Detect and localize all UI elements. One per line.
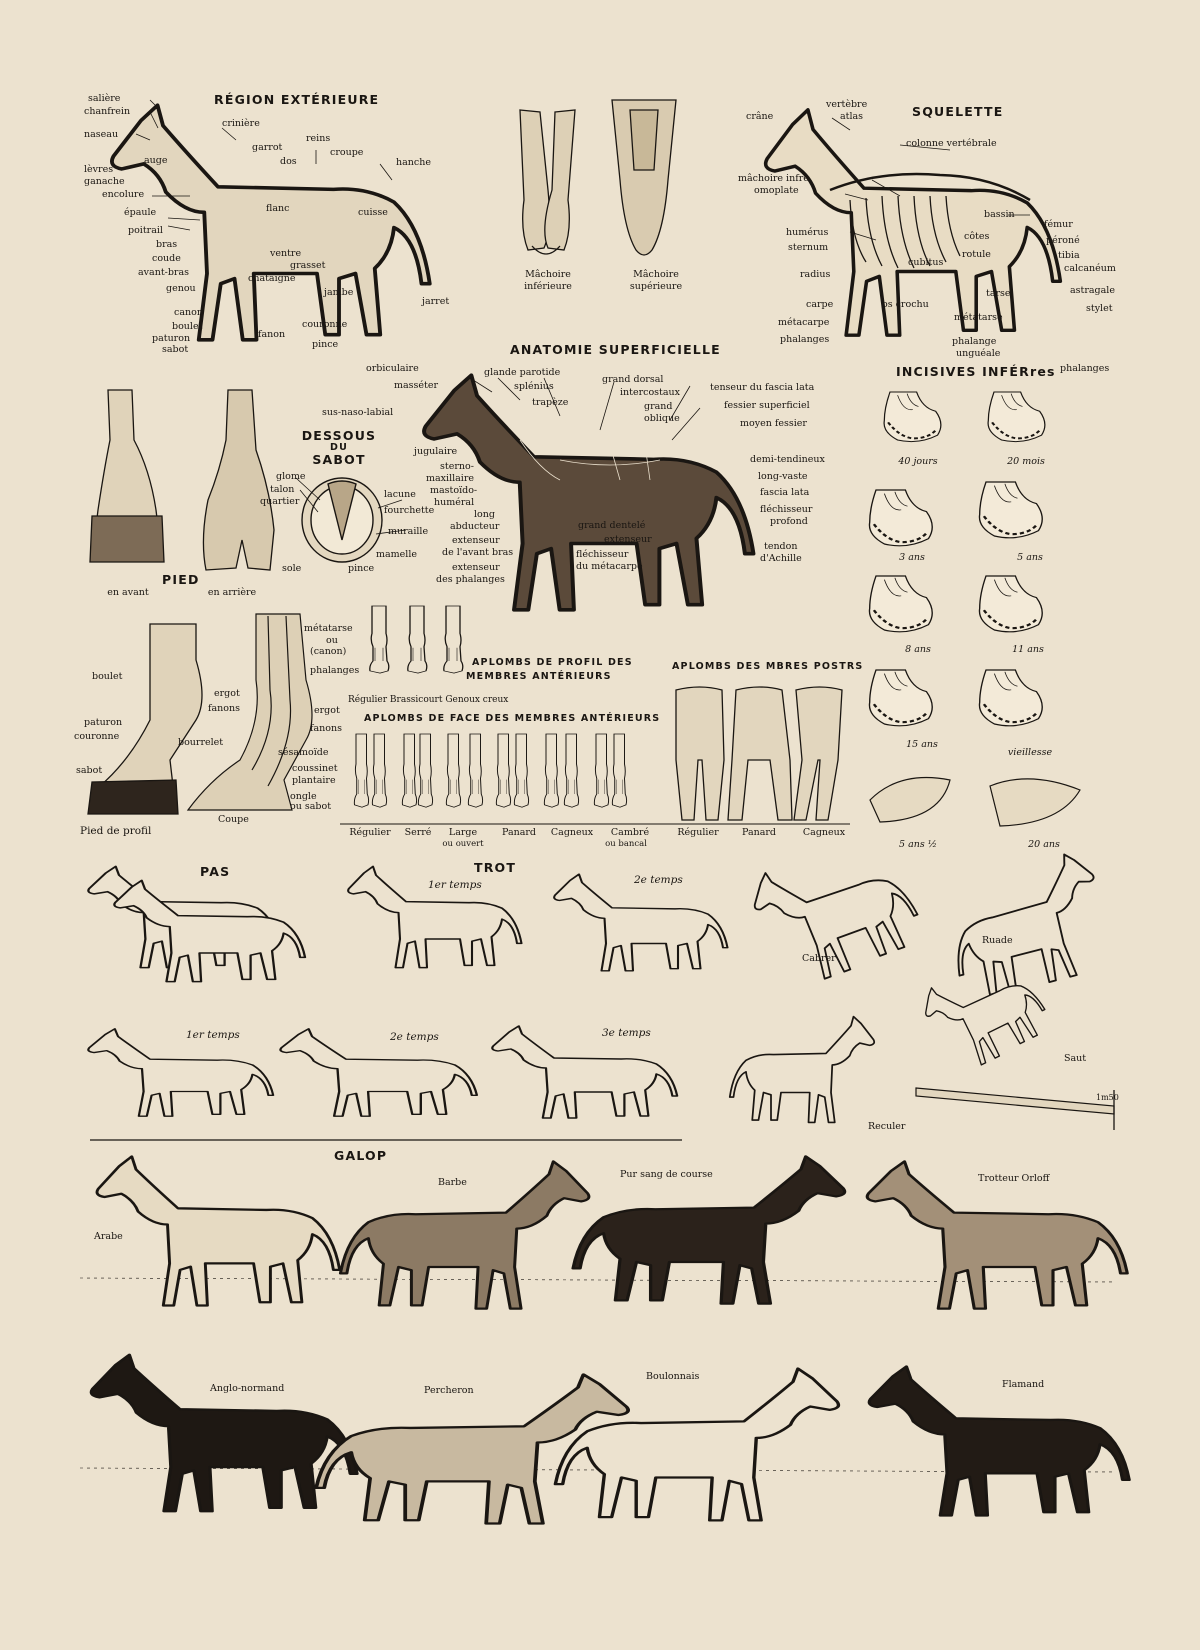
lower-jaw-illustration — [520, 110, 575, 254]
label-sterno: sterno- — [440, 461, 474, 472]
label-dachille: d'Achille — [760, 553, 802, 564]
label-astragale: astragale — [1070, 285, 1115, 296]
aplombs-posterieurs-legs — [676, 687, 842, 820]
label-ongle: ongle — [290, 791, 317, 802]
label-en-arriere: en arrière — [207, 587, 257, 598]
label-extenseur-3: extenseur — [604, 534, 652, 545]
label-couronne: couronne — [302, 319, 348, 330]
label-incisive-15-ans: 15 ans — [906, 739, 938, 750]
label-tarse: tarse — [986, 288, 1011, 299]
label-machoire-sup-1: Mâchoire — [633, 269, 679, 280]
label-machoire-inf-2: inférieure — [524, 281, 572, 292]
label-pince-sabot: pince — [348, 563, 375, 574]
label-breed-percheron: Percheron — [424, 1385, 474, 1396]
label-cuisse: cuisse — [358, 207, 388, 218]
aplombs-profil-leg-1 — [370, 606, 389, 673]
label-criniere: crinière — [222, 118, 260, 129]
aplombs-face-legs — [354, 734, 626, 807]
hoof-underside-illustration — [302, 478, 382, 562]
label-flechisseur-1: fléchisseur — [760, 504, 813, 515]
label-post-regulier: Régulier — [677, 827, 719, 838]
label-paturon-pp: paturon — [84, 717, 123, 728]
label-masseter: masséter — [394, 380, 439, 391]
label-machoire-inf-1: Mâchoire — [525, 269, 571, 280]
label-orbiculaire: orbiculaire — [366, 363, 419, 374]
label-trot-2e-temps: 2e temps — [634, 874, 683, 886]
label-metacarpe: métacarpe — [778, 317, 830, 328]
label-machoire-infre: mâchoire infre — [738, 173, 809, 184]
label-boulet: boulet — [172, 321, 203, 332]
label-quartier: quartier — [260, 496, 300, 507]
label-breed-arabe: Arabe — [94, 1231, 123, 1242]
label-trot-1er-temps: 1er temps — [428, 879, 482, 891]
label-profond: profond — [770, 516, 808, 527]
foot-back-illustration — [203, 390, 274, 570]
label-ganache: ganache — [84, 176, 125, 187]
arabe-horse — [97, 1156, 340, 1305]
region-exterieure-horse — [112, 105, 430, 340]
label-breed-flamand: Flamand — [1002, 1379, 1045, 1390]
label-incisive-vieillesse: vieillesse — [1007, 747, 1053, 758]
label-bourrelet: bourrelet — [178, 737, 224, 748]
trot-horse-2 — [554, 874, 727, 971]
label-long: long — [474, 509, 495, 520]
label-dos: dos — [280, 156, 297, 167]
label-canon: canon — [174, 307, 203, 318]
label-femur: fémur — [1044, 219, 1073, 230]
label-en-avant: en avant — [107, 587, 149, 598]
label-reins: reins — [306, 133, 331, 144]
title-aplombs-post: APLOMBS DES MBRES POSTRS — [672, 661, 864, 672]
label-omoplate: omoplate — [754, 185, 799, 196]
label-demi-tendineux: demi-tendineux — [750, 454, 825, 465]
label-avant-bras: avant-bras — [138, 267, 190, 278]
label-incisive-40-jours: 40 jours — [898, 456, 938, 467]
label-naseau: naseau — [84, 129, 119, 140]
label-du-metacarpe: du métacarpe — [576, 561, 643, 572]
label-abducteur: abducteur — [450, 521, 500, 532]
label-aplombs-profil-caption: Régulier Brassicourt Genoux creux — [348, 695, 509, 705]
title-trot: TROT — [474, 860, 517, 875]
label-de-lavant-bras: de l'avant bras — [442, 547, 514, 558]
cabrer-horse — [745, 829, 927, 993]
label-extenseur-1: extenseur — [452, 535, 500, 546]
label-face-serre: Serré — [404, 827, 432, 838]
label-atlas: atlas — [840, 111, 864, 122]
label-radius: radius — [800, 269, 831, 280]
label-trapeze: trapèze — [532, 397, 569, 408]
label-fanons-c: fanons — [310, 723, 343, 734]
title-pied: PIED — [162, 572, 200, 587]
aplombs-profil-leg-2 — [408, 606, 427, 673]
upper-jaw-illustration — [612, 100, 676, 255]
label-mamelle: mamelle — [376, 549, 418, 560]
label-galop-2e-temps: 2e temps — [390, 1031, 439, 1043]
label-jambe: jambe — [324, 287, 354, 298]
label-face-panard: Panard — [501, 827, 537, 838]
label-cabrer: Cabrer — [802, 953, 836, 964]
galop-horse-1 — [88, 1029, 273, 1116]
label-pied-de-profil: Pied de profil — [80, 825, 152, 837]
label-sabot: sabot — [162, 344, 189, 355]
label-tenseur-fascia: tenseur du fascia lata — [710, 382, 815, 393]
label-oblique: oblique — [644, 413, 680, 424]
label-phalanges-c: phalanges — [310, 665, 360, 676]
label-bras: bras — [156, 239, 178, 250]
label-machoire-sup-2: supérieure — [629, 281, 683, 292]
title-squelette: SQUELETTE — [912, 104, 1004, 119]
label-fanons-pp: fanons — [208, 703, 241, 714]
label-boulet-pp: boulet — [92, 671, 123, 682]
label-ou-c: ou — [326, 635, 338, 646]
label-flechisseur-2: fléchisseur — [576, 549, 629, 560]
label-breed-trotteur-orloff: Trotteur Orloff — [978, 1173, 1050, 1184]
title-galop: GALOP — [334, 1148, 388, 1163]
label-metatarse: métatarse — [954, 312, 1003, 323]
label-coupe: Coupe — [218, 814, 249, 825]
label-garrot: garrot — [252, 142, 283, 153]
label-coussinet: coussinet — [292, 763, 338, 774]
label-fascia-lata: fascia lata — [760, 487, 810, 498]
label-face-cambre: Cambré — [610, 827, 650, 838]
label-splenius: splénius — [514, 381, 554, 392]
label-colonne: colonne vertébrale — [906, 138, 997, 149]
label-long-vaste: long-vaste — [758, 471, 808, 482]
label-face-cagneux: Cagneux — [550, 827, 594, 838]
label-sesamoide: sésamoïde — [278, 747, 329, 758]
label-hauteur: 1m50 — [1096, 1093, 1119, 1102]
label-ventre: ventre — [270, 248, 302, 259]
label-breed-boulonnais: Boulonnais — [646, 1371, 700, 1382]
label-grasset: grasset — [290, 260, 326, 271]
label-ergot-pp: ergot — [214, 688, 240, 699]
label-reculer: Reculer — [868, 1121, 906, 1132]
title-aplombs-profil-2: MEMBRES ANTÉRIEURS — [466, 671, 612, 682]
label-moyen-fessier: moyen fessier — [740, 418, 807, 429]
label-cotes: côtes — [964, 231, 990, 242]
label-humeral: huméral — [434, 497, 475, 508]
label-face-large: Large — [448, 827, 478, 838]
label-phalanges-sq: phalanges — [780, 334, 830, 345]
label-phalanges-sq-2: phalanges — [1060, 363, 1110, 374]
pas-horses — [88, 866, 305, 981]
label-fanon: fanon — [258, 329, 286, 340]
label-crane: crâne — [746, 111, 774, 122]
label-glande-parotide: glande parotide — [484, 367, 561, 378]
label-ruade: Ruade — [982, 935, 1013, 946]
label-canon-c: (canon) — [310, 646, 347, 657]
label-phalange: phalange — [952, 336, 997, 347]
label-incisive-20-mois: 20 mois — [1007, 456, 1045, 467]
galop-horse-2 — [280, 1029, 476, 1116]
label-ungueale: unguéale — [956, 348, 1001, 359]
title-dessous-sabot-2: DU — [330, 442, 348, 453]
label-stylet: stylet — [1086, 303, 1113, 314]
title-dessous-sabot-1: DESSOUS — [301, 428, 377, 443]
label-ou-sabot: ou sabot — [290, 801, 332, 812]
label-plantaire: plantaire — [292, 775, 336, 786]
label-saliere: salière — [88, 93, 121, 104]
aplombs-profil-leg-3 — [444, 606, 463, 673]
label-genou: genou — [166, 283, 196, 294]
label-cubitus: cubitus — [908, 257, 944, 268]
label-vertebre: vertèbre — [826, 99, 868, 110]
label-rotule: rotule — [962, 249, 991, 260]
label-grand-dorsal: grand dorsal — [602, 374, 664, 385]
label-des-phalanges: des phalanges — [436, 574, 505, 585]
label-incisive-5-ans-demi: 5 ans ½ — [899, 839, 937, 850]
label-hanche: hanche — [396, 157, 431, 168]
label-galop-3e-temps: 3e temps — [602, 1027, 651, 1039]
label-ergot-c: ergot — [314, 705, 340, 716]
label-sole: sole — [282, 563, 302, 574]
title-anatomie: ANATOMIE SUPERFICIELLE — [510, 342, 721, 357]
label-chanfrein: chanfrein — [84, 106, 131, 117]
label-breed-barbe: Barbe — [438, 1177, 467, 1188]
foot-front-illustration — [90, 390, 164, 562]
title-aplombs-face: APLOMBS DE FACE DES MEMBRES ANTÉRIEURS — [364, 713, 661, 724]
label-breed-anglo-normand: Anglo-normand — [210, 1383, 285, 1394]
label-face-ou-bancal: ou bancal — [605, 839, 647, 849]
label-poitrail: poitrail — [128, 225, 163, 236]
label-intercostaux: intercostaux — [620, 387, 681, 398]
label-sabot-pp: sabot — [76, 765, 103, 776]
label-incisive-11-ans: 11 ans — [1012, 644, 1044, 655]
label-humerus: humérus — [786, 227, 829, 238]
label-jarret: jarret — [422, 296, 450, 307]
label-coude: coude — [152, 253, 181, 264]
flamand-horse — [869, 1366, 1129, 1515]
label-perone: péroné — [1046, 235, 1080, 246]
label-galop-1er-temps: 1er temps — [186, 1029, 240, 1041]
title-pas: PAS — [200, 864, 231, 879]
label-flanc: flanc — [266, 203, 290, 214]
label-incisive-20-ans: 20 ans — [1028, 839, 1060, 850]
label-sternum: sternum — [788, 242, 829, 253]
label-tibia: tibia — [1058, 250, 1080, 261]
galop-horse-3 — [492, 1026, 677, 1118]
title-dessous-sabot-3: SABOT — [312, 452, 366, 467]
label-tendon: tendon — [764, 541, 798, 552]
label-saut: Saut — [1064, 1053, 1087, 1064]
label-couronne-pp: couronne — [74, 731, 120, 742]
label-fessier-superficiel: fessier superficiel — [724, 400, 810, 411]
reculer-horse — [730, 1017, 874, 1123]
label-talon: talon — [270, 484, 295, 495]
ruade-horse — [935, 849, 1118, 1003]
label-os-crochu: os crochu — [882, 299, 929, 310]
label-extenseur-2: extenseur — [452, 562, 500, 573]
label-muraille: muraille — [388, 526, 429, 537]
label-grand: grand — [644, 401, 673, 412]
label-post-panard: Panard — [741, 827, 777, 838]
label-jugulaire: jugulaire — [414, 446, 458, 457]
label-grand-dentele: grand dentelé — [578, 520, 646, 531]
title-aplombs-profil-1: APLOMBS DE PROFIL DES — [472, 657, 633, 668]
label-calcaneum: calcanéum — [1064, 263, 1116, 274]
title-region-exterieure: RÉGION EXTÉRIEURE — [214, 92, 380, 107]
label-face-regulier: Régulier — [349, 827, 391, 838]
label-lacune: lacune — [384, 489, 416, 500]
label-levres: lèvres — [84, 164, 114, 175]
label-maxillaire: maxillaire — [426, 473, 475, 484]
label-encolure: encolure — [102, 189, 145, 200]
label-fourchette: fourchette — [384, 505, 435, 516]
label-auge: auge — [144, 155, 168, 166]
label-incisive-8-ans: 8 ans — [905, 644, 931, 655]
label-epaule: épaule — [124, 207, 157, 218]
title-incisives: INCISIVES INFÉRres — [896, 364, 1056, 379]
label-post-cagneux: Cagneux — [802, 827, 846, 838]
label-glome: glome — [276, 471, 306, 482]
label-metatarse-c: métatarse — [304, 623, 353, 634]
label-sus-naso-labial: sus-naso-labial — [322, 407, 394, 418]
label-chataigne: châtaigne — [248, 273, 296, 284]
label-pince: pince — [312, 339, 339, 350]
label-croupe: croupe — [330, 147, 364, 158]
label-paturon: paturon — [152, 333, 191, 344]
label-incisive-5-ans: 5 ans — [1017, 552, 1043, 563]
label-mastoido: mastoïdo- — [430, 485, 478, 496]
label-bassin: bassin — [984, 209, 1015, 220]
label-incisive-3-ans: 3 ans — [899, 552, 925, 563]
label-face-ou-ouvert: ou ouvert — [442, 839, 484, 849]
label-breed-pur-sang: Pur sang de course — [620, 1169, 713, 1180]
label-carpe: carpe — [806, 299, 834, 310]
